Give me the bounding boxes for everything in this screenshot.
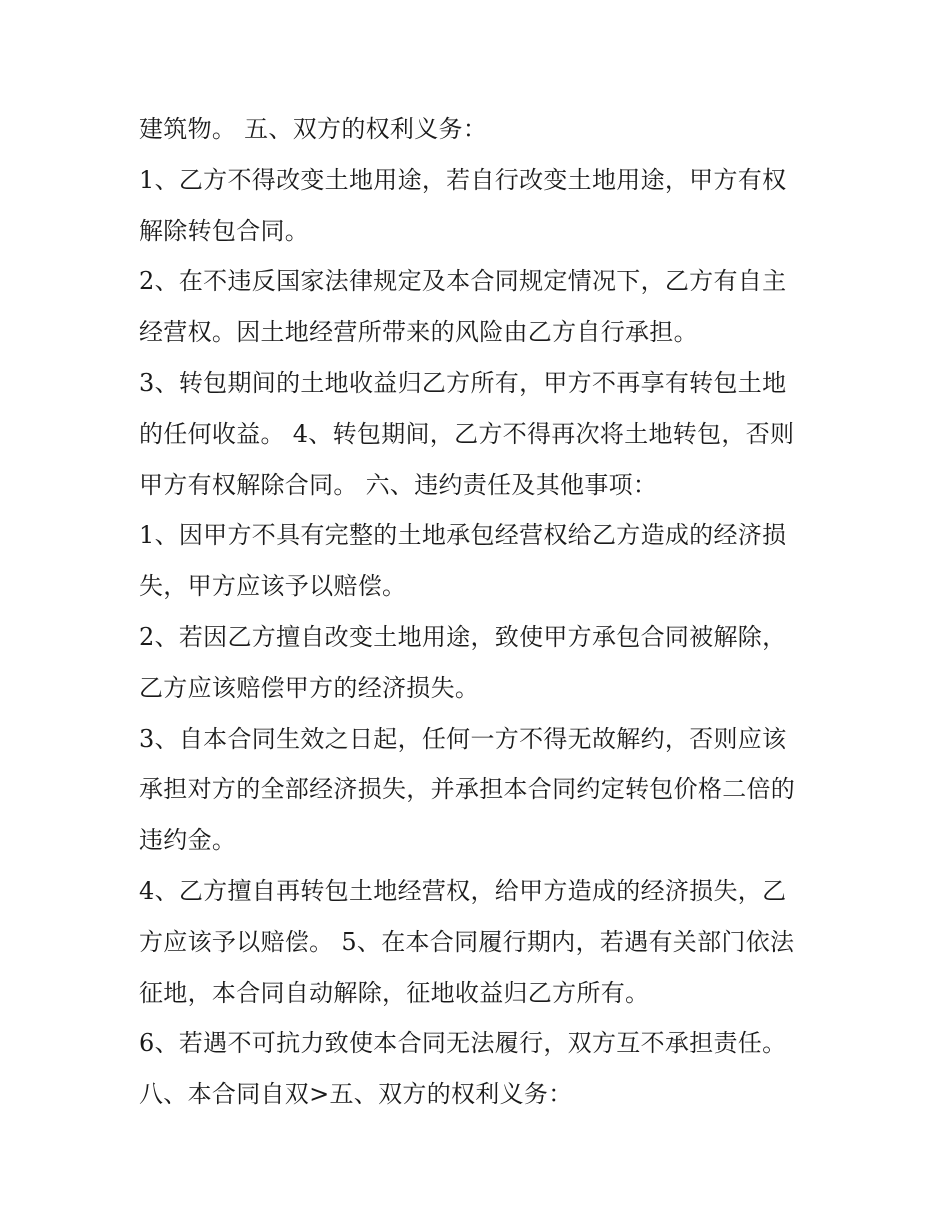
text-line: 1、乙方不得改变土地用途，若自行改变土地用途，甲方有权 (139, 165, 787, 194)
text-line: 6、若遇不可抗力致使本合同无法履行，双方互不承担责任。 (139, 1029, 787, 1058)
text-line: 的任何收益。 4、转包期间，乙方不得再次将土地转包，否则 (139, 419, 795, 448)
text-line: 征地，本合同自动解除，征地收益归乙方所有。 (139, 978, 650, 1007)
document-body (139, 104, 819, 1120)
text-line: 3、自本合同生效之日起，任何一方不得无故解约，否则应该 (139, 724, 787, 753)
text-line: 失，甲方应该予以赔偿。 (139, 572, 407, 601)
text-line: 3、转包期间的土地收益归乙方所有，甲方不再享有转包土地 (139, 368, 787, 397)
text-line: 2、在不违反国家法律规定及本合同规定情况下，乙方有自主 (139, 267, 787, 296)
text-line: 承担对方的全部经济损失，并承担本合同约定转包价格二倍的 (139, 775, 796, 804)
text-line: 解除转包合同。 (139, 216, 310, 245)
text-line: 方应该予以赔偿。 5、在本合同履行期内，若遇有关部门依法 (139, 927, 795, 956)
text-line: 2、若因乙方擅自改变土地用途，致使甲方承包合同被解除， (139, 622, 787, 651)
text-line: 建筑物。 五、双方的权利义务： (139, 115, 488, 143)
text-line: 1、因甲方不具有完整的土地承包经营权给乙方造成的经济损 (139, 521, 787, 550)
text-line: 甲方有权解除合同。 六、违约责任及其他事项： (139, 470, 658, 499)
text-line: 乙方应该赔偿甲方的经济损失。 (139, 673, 480, 702)
text-line: 经营权。因土地经营所带来的风险由乙方自行承担。 (139, 318, 698, 347)
text-line: 违约金。 (139, 826, 237, 855)
text-line: 4、乙方擅自再转包土地经营权，给甲方造成的经济损失，乙 (139, 876, 787, 905)
text-line: 八、本合同自双>五、双方的权利义务： (139, 1080, 573, 1109)
